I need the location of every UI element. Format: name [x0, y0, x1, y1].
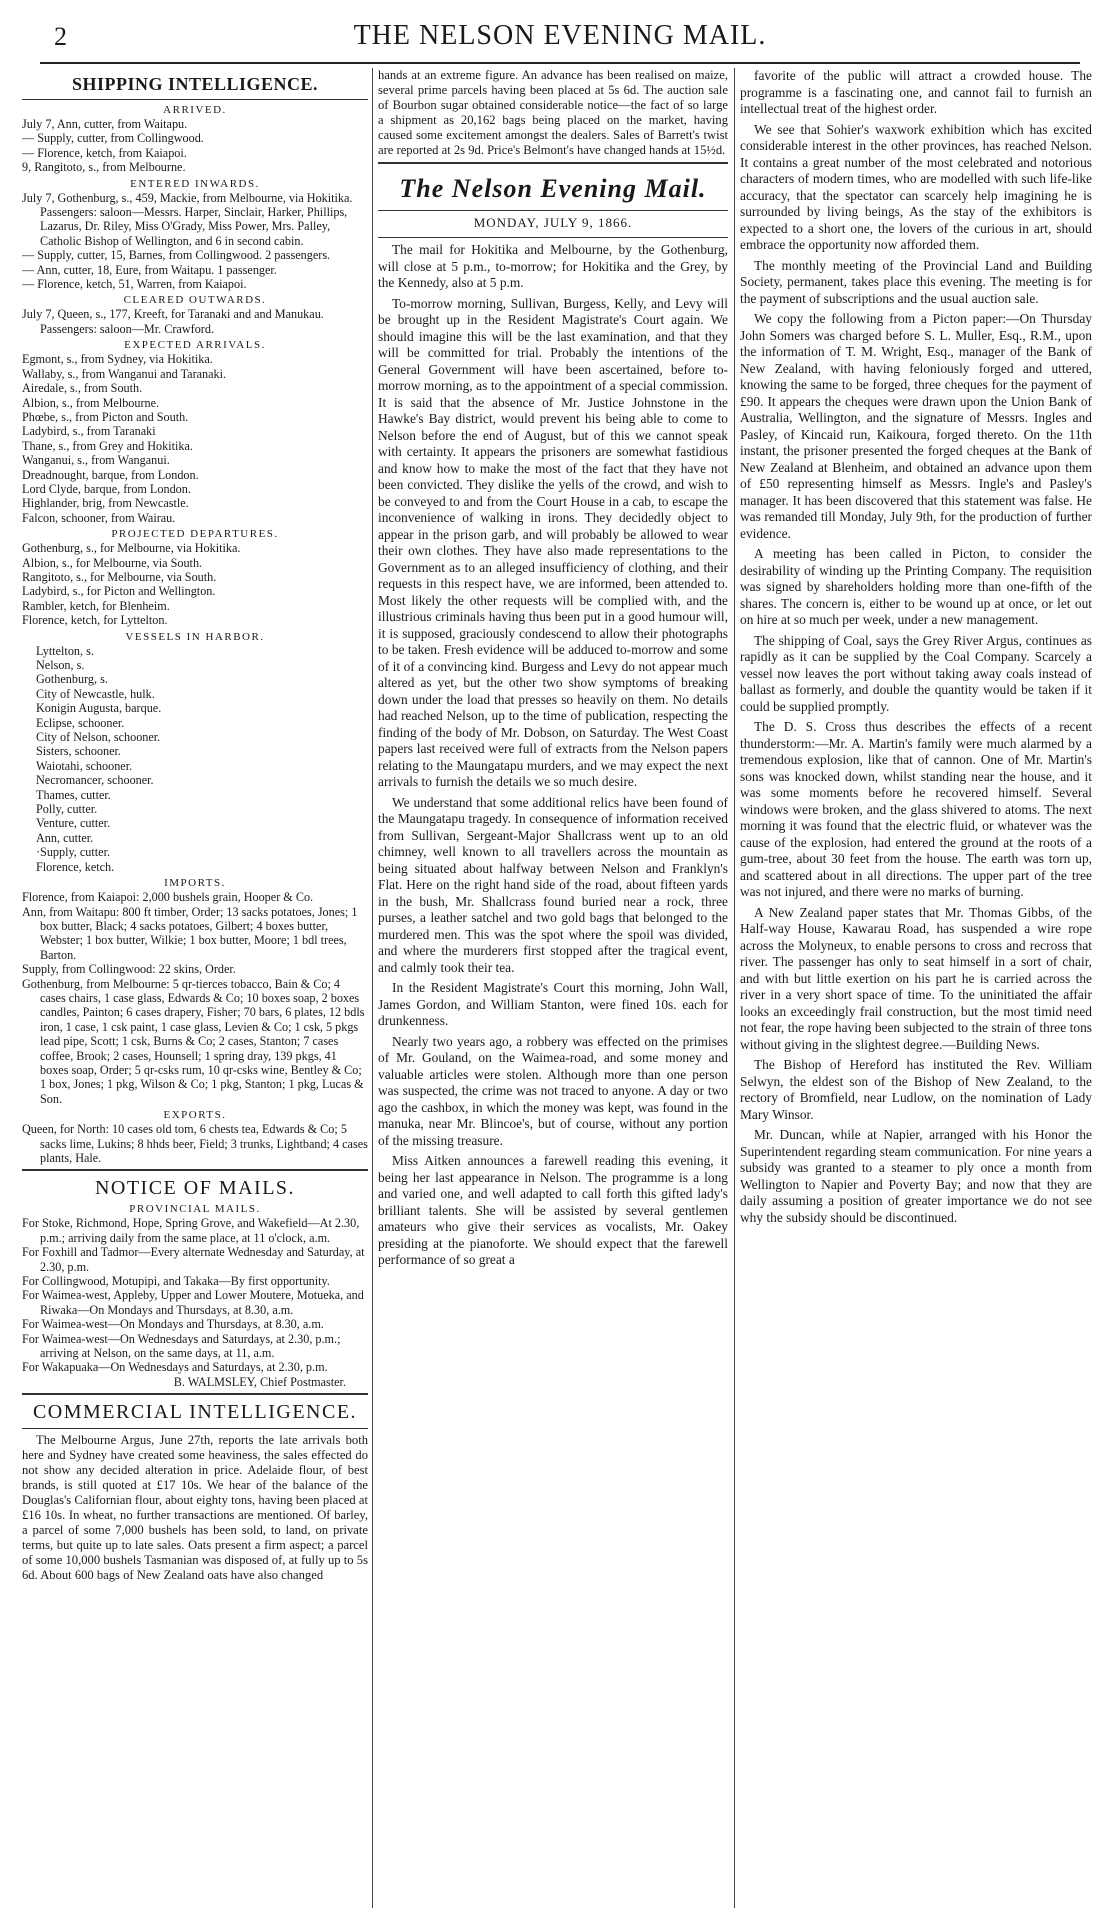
divider	[22, 1393, 368, 1395]
text-paragraph: Polly, cutter.	[36, 802, 98, 817]
text-paragraph: In the Resident Magistrate's Court this morning, John Wall, James Gordon, and William Stanton, were fined 10s. each for drunkenness.	[378, 980, 728, 1028]
text-paragraph: We understand that some additional relics have been found of the Maungatapu tragedy. In consequence of information received from Sullivan, Sergeant-Major Shallcrass went up to an old chimney, well known to all travellers across the mountain as being situated about halfway between Nelson and Franklyn's Flat. Here on the right hand side of the road, about fifteen yards in the bush, Mr. Shallcrass found buried near a rock, three purses, a leather satchel and two gold bags that belonged to the murdered men. This was the spot where the spoil was divided, and where the murderers first stopped after the tragical event, and calmly took their tea.	[378, 794, 728, 975]
mails-list	[22, 1216, 368, 1374]
text-paragraph: — Supply, cutter, 15, Barnes, from Collingwood. 2 passengers.	[22, 248, 331, 263]
editorial-paragraphs	[378, 242, 728, 1269]
text-paragraph: For Collingwood, Motupipi, and Takaka—By first opportunity.	[22, 1274, 330, 1289]
text-paragraph: Miss Aitken announces a farewell reading this evening, it being her last appearance in Nelson. The programme is a long and varied one, and well adapted to call forth this gifted lady's brilliant talents. She will be assisted by several gentlemen amateurs who give their services as vocalists, Mr. Oakey presiding at the pianoforte. We should expect that the farewell performance of so great a	[378, 1153, 728, 1267]
text-paragraph: Nelson, s.	[36, 658, 85, 672]
divider	[22, 99, 368, 100]
text-paragraph: Waiotahi, schooner.	[36, 758, 133, 773]
text-paragraph: — Florence, ketch, from Kaiapoi.	[22, 145, 187, 160]
text-paragraph: Mr. Duncan, while at Napier, arranged with his Honor the Superintendent regarding steam communication. For nine years a subsidy was granted to a steamer to ply once a month from Wellington to Napier and Poverty Bay; and now that they are daily assuming a position of greater importance we do not see why the subsidy should be discontinued.	[740, 1127, 1092, 1225]
commercial-heading: COMMERCIAL INTELLIGENCE.	[32, 1401, 358, 1424]
column-editorial	[378, 68, 728, 1908]
text-paragraph: Lord Clyde, barque, from London.	[22, 481, 191, 496]
text-paragraph: — Florence, ketch, 51, Warren, from Kaiapoi.	[22, 277, 247, 292]
mails-heading: NOTICE OF MAILS.	[94, 1177, 296, 1200]
text-paragraph: Ladybird, s., from Taranaki	[22, 424, 156, 439]
text-paragraph: favorite of the public will attract a crowded house. The programme is a fascinating one, and cannot fail to furnish an intellectual treat of the highest order.	[740, 68, 1092, 116]
text-paragraph: The monthly meeting of the Provincial Land and Building Society, permanent, takes place this evening. The meeting is for the payment of subscriptions and the usual auction sale.	[740, 257, 1092, 306]
text-paragraph: For Waimea-west, Appleby, Upper and Lower Moutere, Motueka, and Riwaka—On Mondays and Thursdays, at 8.30, a.m.	[22, 1288, 364, 1317]
text-paragraph: City of Newcastle, hulk.	[36, 686, 155, 701]
text-paragraph: We see that Sohier's waxwork exhibition which has excited considerable interest in the other provinces, has reached Nelson. It contains a great number of the most celebrated and notorious characters of modern times, who are modelled with such life-like accuracy, that the spectator can scarcely help imagining he is surrounded by living beings, As the stay of the exhibitors is expected to a short one, the lovers of the curious in art, should embrace the opportunity now afforded them.	[740, 121, 1092, 252]
text-paragraph: — Supply, cutter, from Collingwood.	[22, 131, 204, 146]
text-paragraph: Wanganui, s., from Wanganui.	[22, 453, 170, 468]
text-paragraph: A New Zealand paper states that Mr. Thomas Gibbs, of the Half-way House, Kawarau Road, has suspended a wire rope across the Molyneux, to enable persons to cross and recross that river. The passenger has only to seat himself in a sort of chair, and with but little exertion on his part he is carried across the river in a very short space of time. To the uninitiated the affair looks an exceedingly frail construction, but the most timid need not fear, the rope having been subjected to the strain of three tons without giving in the slightest degree.—Building News.	[740, 904, 1092, 1052]
arrived-heading: ARRIVED.	[163, 104, 227, 116]
header-rule	[40, 62, 1080, 64]
text-paragraph: Florence, from Kaiapoi: 2,000 bushels grain, Hooper & Co.	[22, 890, 314, 905]
projected-list	[22, 541, 368, 627]
divider	[378, 210, 728, 211]
arrived-list	[22, 117, 368, 175]
text-paragraph: Rangitoto, s., for Melbourne, via South.	[22, 569, 217, 584]
text-paragraph: Airedale, s., from South.	[22, 381, 143, 396]
text-paragraph: Supply, from Collingwood: 22 skins, Order.	[22, 962, 236, 977]
divider	[378, 162, 728, 164]
text-paragraph: Thames, cutter.	[36, 787, 111, 802]
text-paragraph: For Wakapuaka—On Wednesdays and Saturdays, at 2.30, p.m.	[22, 1360, 328, 1375]
text-paragraph: Lyttelton, s.	[36, 643, 94, 658]
cleared-list	[22, 307, 368, 336]
column-shipping-commercial	[22, 68, 368, 1908]
text-paragraph: Ann, from Waitapu: 800 ft timber, Order; 13 sacks potatoes, Jones; 1 box butter, Black; 4 sacks potatoes, Gilbert; 4 boxes butter, Webster; 1 box butter, Wilkie; 1 box butter, Moore; 1 bdl trees, Barton.	[22, 904, 358, 962]
text-paragraph: Albion, s., for Melbourne, via South.	[22, 555, 203, 570]
newspaper-title: THE NELSON EVENING MAIL.	[353, 20, 767, 51]
commercial-paragraph: The Melbourne Argus, June 27th, reports the late arrivals both here and Sydney have created some heaviness, the sales effected do not show any decided alteration in price. Adelaide flour, of best brands, is still quoted at £17 10s. We hear of the balance of the Douglas's Californian flour, about eighty tons, having been placed at £16 10s. In wheat, no further transactions are mentioned. Of barley, a parcel of some 7,000 bushels has been sold, to land, on private terms, but quite up to late sales. Oats present a firm aspect; a parcel of some 10,000 bushels Tasmanian was disposed of, at fully up to 5s 6d. About 600 bags of New Zealand oats have also changed	[22, 1433, 368, 1583]
text-paragraph: July 7, Gothenburg, s., 459, Mackie, from Melbourne, via Hokitika. Passengers: saloon—Messrs. Harper, Sinclair, Harker, Phillips, Lazarus, Dr. Riley, Miss O'Grady, Miss Power, Mrs. Palley, Catholic Bishop of Wellington, and 6 in second cabin.	[22, 190, 353, 248]
text-paragraph: Egmont, s., from Sydney, via Hokitika.	[22, 352, 213, 367]
text-paragraph: Konigin Augusta, barque.	[36, 701, 162, 716]
text-paragraph: Gothenburg, from Melbourne: 5 qr-tierces tobacco, Bain & Co; 4 cases chairs, 1 case glass, Edwards & Co; 10 boxes soap, 2 boxes candles, Painton; 6 cases drapery, Fisher; 70 bars, 6 plates, 12 bdls iron, 1 case, 1 csk paint, 1 case glass, Levien & Co; 1 csk, 5 pkgs lead pipe, Scott; 1 csk, Burns & Co; 2 cases, Stanton; 7 cases coffee, Brook; 2 cases, Hounsell; 1 spring dray, 139 pkgs, 41 boxes soap, Order; 5 qr-csks rum, 10 qr-csks wine, Bentley & Co; 1 box, Jones; 1 pkg, Wilson & Co; 1 pkg, Stanton; 1 pkg, Lucas & Son.	[22, 976, 365, 1106]
text-paragraph: The shipping of Coal, says the Grey River Argus, continues as rapidly as it can be supplied by the Coal Company. Scarcely a vessel now leaves the port without taking away coals instead of ballast as formerly, and double the quantity would be taken if it could be supplied promptly.	[740, 632, 1092, 714]
text-paragraph: 9, Rangitoto, s., from Melbourne.	[22, 160, 186, 175]
text-paragraph: Albion, s., from Melbourne.	[22, 395, 160, 410]
column-news	[740, 68, 1092, 1908]
masthead	[40, 18, 1080, 58]
text-paragraph: For Waimea-west—On Mondays and Thursdays, at 8.30, a.m.	[22, 1317, 324, 1332]
entered-list	[22, 191, 368, 292]
text-paragraph: Sisters, schooner.	[36, 744, 121, 759]
divider	[378, 237, 728, 238]
text-paragraph: City of Nelson, schooner.	[36, 730, 161, 745]
vessels-list	[22, 644, 368, 875]
shipping-heading: SHIPPING INTELLIGENCE.	[71, 74, 319, 94]
entered-heading: ENTERED INWARDS.	[130, 177, 260, 190]
text-paragraph: ·Supply, cutter.	[36, 845, 111, 860]
paper-nameplate: The Nelson Evening Mail.	[399, 174, 707, 203]
text-paragraph: Ann, cutter.	[36, 830, 94, 845]
imports-list	[22, 890, 368, 1106]
cleared-heading: CLEARED OUTWARDS.	[123, 294, 267, 307]
text-paragraph: Necromancer, schooner.	[36, 773, 154, 788]
vessels-heading: VESSELS IN HARBOR.	[125, 630, 265, 643]
text-paragraph: July 7, Queen, s., 177, Kreeft, for Taranaki and and Manukau. Passengers: saloon—Mr. Crawford.	[22, 307, 324, 336]
text-paragraph: For Stoke, Richmond, Hope, Spring Grove, and Wakefield—At 2.30, p.m.; arriving daily from the same place, at 11 o'clock, a.m.	[22, 1216, 360, 1245]
text-paragraph: Gothenburg, s.	[36, 672, 108, 687]
text-paragraph: Florence, ketch.	[36, 859, 115, 874]
text-paragraph: Rambler, ketch, for Blenheim.	[22, 598, 170, 613]
text-paragraph: Nearly two years ago, a robbery was effected on the primises of Mr. Gouland, on the Waimea-road, and some money and valuable articles were stolen. Although more than one person was suspected, the crime was not traced to anyone. A day or two ago the cashbox, in which the money was kept, was found in the manuka, near Mr. Blincoe's, but of course, without any portion of the missing treasure.	[378, 1033, 728, 1148]
provincial-mails-heading: PROVINCIAL MAILS.	[129, 1203, 261, 1216]
dateline: MONDAY, JULY 9, 1866.	[473, 215, 633, 230]
text-paragraph: Wallaby, s., from Wanganui and Taranaki.	[22, 366, 227, 381]
projected-heading: PROJECTED DEPARTURES.	[111, 528, 279, 541]
text-paragraph: The D. S. Cross thus describes the effects of a recent thunderstorm:—Mr. A. Martin's family were much alarmed by a tremendous explosion, like that of cannon. One of Mr. Martin's sons was knocked down, whilst standing near the house, and it was some moments before he recovered himself. Several windows were broken, and the glass shivered to atoms. The next morning it was found that the electric fluid, or whatever was the cause of the explosion, had entered the ground at the roots of a gum-tree, about 30 feet from the house. The earth was torn up, and scattered about in all directions. The upper part of the tree was not injured, and there were no marks of burning.	[740, 719, 1092, 899]
text-paragraph: July 7, Ann, cutter, from Waitapu.	[22, 117, 188, 131]
text-paragraph: Dreadnought, barque, from London.	[22, 467, 199, 482]
expected-list	[22, 352, 368, 525]
column-rule	[372, 68, 373, 1908]
text-paragraph: Eclipse, schooner.	[36, 715, 125, 730]
text-paragraph: The mail for Hokitika and Melbourne, by the Gothenburg, will close at 5 p.m., to-morrow; for Hokitika and the Grey, by the Kennedy, also at 5 p.m.	[378, 242, 728, 290]
exports-list	[22, 1122, 368, 1165]
continued-paragraph: hands at an extreme figure. An advance has been realised on maize, several prime parcels having been placed at 5s 6d. The auction sale of Bourbon sugar obtained considerable notice—the fact of so large a shipment as 20,162 bags being placed on the market, having caused some excitement amongst the dealers. Sales of Barrett's twist are reported at 2s 9d. Price's Belmont's have changed hands at 15½d.	[378, 68, 728, 157]
column-rule	[734, 68, 735, 1908]
exports-heading: EXPORTS.	[163, 1109, 227, 1122]
text-paragraph: Queen, for North: 10 cases old tom, 6 chests tea, Edwards & Co; 5 sacks lime, Lukins; 8 hhds beer, Field; 3 trunks, Lightband; 4 cases plants, Hale.	[22, 1122, 368, 1165]
text-paragraph: Venture, cutter.	[36, 816, 111, 831]
text-paragraph: Falcon, schooner, from Wairau.	[22, 510, 176, 525]
text-paragraph: The Bishop of Hereford has instituted the Rev. William Selwyn, the eldest son of the Bishop of New Zealand, to the rectory of Bromfield, near Ludlow, on the nomination of Lady Mary Winsor.	[740, 1057, 1092, 1122]
news-paragraphs	[740, 68, 1092, 1226]
text-paragraph: Thane, s., from Grey and Hokitika.	[22, 438, 193, 453]
text-paragraph: A meeting has been called in Picton, to consider the desirability of winding up the Printing Company. The requisition was signed by shareholders holding more than one-fifth of the shares. The concern is, either to be wound up at once, or let out on hire at so much per week, under a new management.	[740, 546, 1092, 627]
imports-heading: IMPORTS.	[164, 877, 226, 890]
expected-heading: EXPECTED ARRIVALS.	[124, 339, 266, 352]
page-number: 2	[54, 22, 67, 51]
text-paragraph: Highlander, brig, from Newcastle.	[22, 496, 189, 511]
text-paragraph: We copy the following from a Picton paper:—On Thursday John Somers was charged before S. L. Muller, Esq., R.M., upon the information of T. M. Wright, Esq., manager of the Bank of New Zealand, with having feloniously forged and uttered, knowing the same to be forged, three cheques for the payment of £90. It appears the cheques were drawn upon the Union Bank of Australia, Wellington, and the signature of Messrs. Ingles and Pasley, of Kincaid run, Kaikoura, forged thereto. On the 11th instant, the prisoner presented the forged cheques at the Bank of New Zealand at Blenheim, and obtained an advance upon them of £50 representing himself as Messrs. Ingle's and Pasley's manager. It has been discovered that this statement was false. He was remanded till Monday, July 9th, for the production of further evidence.	[740, 311, 1092, 541]
text-paragraph: To-morrow morning, Sullivan, Burgess, Kelly, and Levy will be brought up in the Resident Magistrate's Court again. We should imagine this will be the last examination, and that they will be committed for trial. Probably the intentions of the General Government will have been ascertained, before to-morrow morning, as to the appointment of a special commission. It is said that the absence of Mr. Justice Johnstone in the Hawke's Bay district, would prevent his being able to come to Nelson before the end of August, but of this we cannot speak with certainty. It appears the prisoners are somewhat fastidious and know how to make the most of the fact that they have not been convicted. They dislike the yells of the crowd, and wish to be conveyed to and from the Court House in a cab, to escape the inconvenience of walking in irons. They decidedly object to appear in the prison garb, and will probably be allowed to wear their own clothes. They have also made representations to the Government as to an alleged insufficiency of clothing, and their requests in this respect have, we are informed, been attended to. Most likely the other requests will be complied with, and the illustrious criminals having thus been put in a good humour will, it is supposed, graciously condescend to allow their photographs to be taken. Fresh evidence will be adduced to-morrow and some of it of a convincing kind. Burgess and Levy do not appear much altered as yet, but the other two show symptoms of breaking down under the load that presses so heavily on them. No details had reached Nelson, up to the time of publication, respecting the finding of the body of Mr. Dobson, on Saturday. The West Coast papers last received were full of extracts from the Nelson papers relating to the Maungatapu murders, and we may expect the next arrivals to furnish the details we so much desire.	[378, 295, 728, 789]
divider	[22, 1428, 368, 1429]
text-paragraph: Phœbe, s., from Picton and South.	[22, 409, 189, 424]
text-paragraph: Gothenburg, s., for Melbourne, via Hokitika.	[22, 541, 241, 556]
divider	[22, 1169, 368, 1171]
text-paragraph: For Waimea-west—On Wednesdays and Saturdays, at 2.30, p.m.; arriving at Nelson, on the same days, at 11, a.m.	[22, 1331, 341, 1361]
text-paragraph: For Foxhill and Tadmor—Every alternate Wednesday and Saturday, at 2.30, p.m.	[22, 1245, 365, 1274]
text-paragraph: Florence, ketch, for Lyttelton.	[22, 613, 168, 628]
text-paragraph: Ladybird, s., for Picton and Wellington.	[22, 584, 216, 599]
text-paragraph: — Ann, cutter, 18, Eure, from Waitapu. 1 passenger.	[22, 262, 277, 277]
postmaster-signature: B. WALMSLEY, Chief Postmaster.	[173, 1374, 346, 1389]
